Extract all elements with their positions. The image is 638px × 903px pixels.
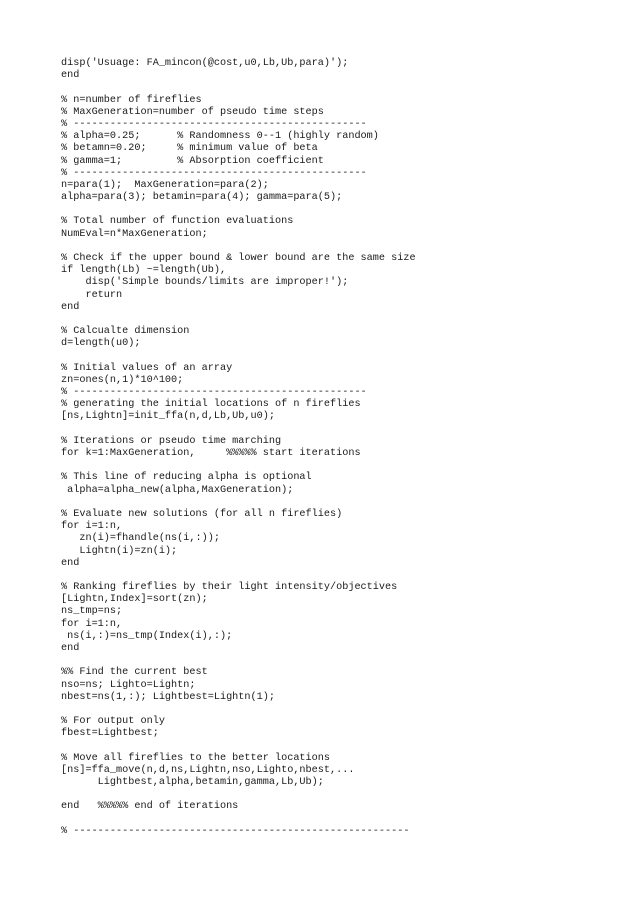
code-comment-line: % Check if the upper bound & lower bound are the same size	[61, 253, 416, 264]
code-line: n=para(1); MaxGeneration=para(2);	[61, 179, 269, 191]
code-line: for i=1:n,	[61, 618, 123, 630]
code-line: alpha=para(3); betamin=para(4); gamma=para(5);	[61, 192, 343, 204]
code-line	[61, 814, 416, 826]
code-line: zn=ones(n,1)*10^100;	[61, 374, 184, 386]
code-comment-line: % Move all fireflies to the better locations	[61, 752, 330, 764]
code-line: fbest=Lightbest;	[61, 728, 159, 740]
code-line	[61, 460, 416, 472]
code-line: end	[61, 557, 80, 569]
code-comment-line: % alpha=0.25; % Randomness 0--1 (highly random)	[61, 131, 379, 143]
code-comment-line: % MaxGeneration=number of pseudo time steps	[61, 106, 324, 118]
code-line	[61, 424, 416, 436]
code-line	[61, 82, 416, 94]
code-line: nbest=ns(1,:); Lightbest=Lightn(1);	[61, 691, 275, 703]
code-line: Lightbest,alpha,betamin,gamma,Lb,Ub);	[61, 777, 324, 789]
code-comment-line: % Ranking fireflies by their light intensity/objectives	[61, 582, 398, 594]
code-line	[61, 241, 416, 253]
code-line: alpha=alpha_new(alpha,MaxGeneration);	[61, 484, 294, 496]
code-comment-line: % Total number of function evaluations	[61, 216, 294, 228]
code-line: [ns,Lightn]=init_ffa(n,d,Lb,Ub,u0);	[61, 411, 275, 423]
code-comment-line: % For output only	[61, 716, 165, 728]
code-comment-line: % This line of reducing alpha is optional	[61, 472, 312, 484]
code-comment-line: % n=number of fireflies	[61, 94, 202, 106]
code-line: ns(i,:)=ns_tmp(Index(i),:);	[61, 630, 233, 642]
code-line: for k=1:MaxGeneration, %%%%% start iterations	[61, 448, 361, 459]
code-line: [ns]=ffa_move(n,d,ns,Lightn,nso,Lighto,nbest,...	[61, 764, 355, 776]
code-line: disp('Usuage: FA_mincon(@cost,u0,Lb,Ub,para)');	[61, 58, 349, 69]
code-line	[61, 655, 416, 667]
code-line: for i=1:n,	[61, 521, 123, 533]
code-line: Lightn(i)=zn(i);	[61, 545, 178, 557]
code-comment-line: % generating the initial locations of n fireflies	[61, 399, 361, 411]
code-line: zn(i)=fhandle(ns(i,:));	[61, 533, 220, 545]
code-comment-line: %% Find the current best	[61, 667, 208, 679]
code-comment-line: % -------------------------------------------------------	[61, 825, 410, 837]
code-line: disp('Simple bounds/limits are improper!');	[61, 277, 349, 289]
code-line: end	[61, 70, 80, 82]
code-comment-line: % ------------------------------------------------	[61, 167, 367, 179]
code-line: nso=ns; Lighto=Lightn;	[61, 679, 196, 691]
code-line	[61, 789, 416, 801]
code-comment-line: % ------------------------------------------------	[61, 118, 367, 130]
code-line: end	[61, 301, 80, 313]
code-comment-line: % Iterations or pseudo time marching	[61, 435, 282, 447]
code-line	[61, 314, 416, 326]
code-line	[61, 204, 416, 216]
code-comment-line: % Calcualte dimension	[61, 326, 190, 338]
code-comment-line: % ------------------------------------------------	[61, 387, 367, 399]
code-comment-line: % Evaluate new solutions (for all n fireflies)	[61, 508, 343, 520]
code-line: end	[61, 643, 80, 654]
code-line: d=length(u0);	[61, 338, 141, 350]
code-line	[61, 704, 416, 716]
code-line: return	[61, 289, 123, 301]
code-line	[61, 741, 416, 753]
code-line: end %%%%% end of iterations	[61, 801, 239, 813]
code-line	[61, 351, 416, 363]
code-line: if length(Lb) ~=length(Ub),	[61, 265, 227, 277]
code-line: ns_tmp=ns;	[61, 606, 123, 618]
code-line: NumEval=n*MaxGeneration;	[61, 228, 208, 240]
code-comment-line: % Initial values of an array	[61, 362, 233, 374]
code-comment-line: % betamn=0.20; % minimum value of beta	[61, 143, 318, 155]
code-line: [Lightn,Index]=sort(zn);	[61, 594, 208, 606]
code-listing	[61, 58, 416, 838]
code-comment-line: % gamma=1; % Absorption coefficient	[61, 155, 324, 167]
code-line	[61, 497, 416, 509]
code-line	[61, 570, 416, 582]
